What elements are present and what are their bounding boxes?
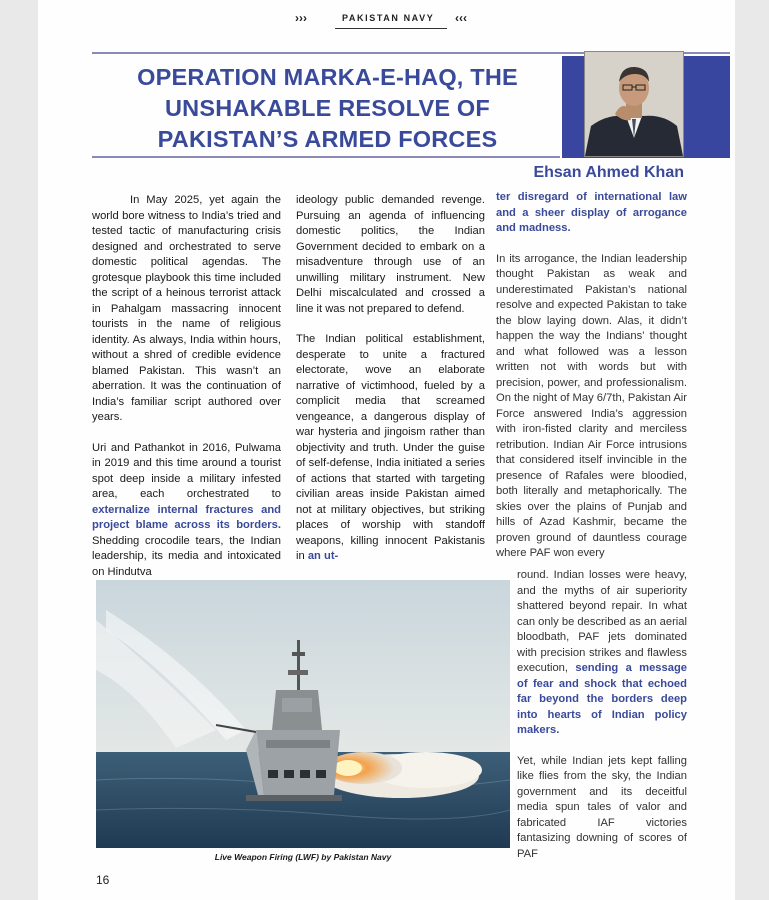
- header-arrows-right: ‹‹‹: [455, 11, 467, 25]
- title-line-3: PAKISTAN’S ARMED FORCES: [157, 126, 498, 152]
- author-name: Ehsan Ahmed Khan: [533, 164, 684, 181]
- col4-p1-highlight: sending a message of fear and shock that echoed far beyond the borders deep into hearts of Indian policy makers.: [517, 662, 688, 736]
- col4-paragraph-2: Yet, while Indian jets kept falling like flies from the sky, the Indian government and its deceitful media spun tales of valor and fabricated IAF victories fantasizing downing of scores of PAF: [517, 754, 687, 860]
- column-3: [496, 190, 687, 577]
- warship-missile-photo: [96, 580, 510, 848]
- column-1: [92, 193, 281, 595]
- article-title: [95, 62, 560, 155]
- portrait-graphic: [585, 52, 683, 156]
- author-portrait: [584, 51, 684, 157]
- col2-p2-highlight: an ut-: [307, 550, 339, 562]
- col4-p1-text: round. Indian losses were heavy, and the myths of air superiority shattered beyond repair. In what can only be described as an aerial bloodbath, PAF jets dominated with precision strikes and flawless execution,: [517, 569, 687, 674]
- title-line-2: UNSHAKABLE RESOLVE OF: [165, 95, 490, 121]
- col4-paragraph-1: [517, 568, 687, 739]
- col3-paragraph-1-highlight: ter disregard of international law and a sheer display of arrogance and madness.: [496, 191, 687, 234]
- col2-paragraph-2: [296, 332, 485, 565]
- title-line-1: OPERATION MARKA-E-HAQ, THE: [137, 64, 518, 90]
- page-number: 16: [96, 873, 110, 887]
- section-header: [295, 10, 485, 30]
- title-bottom-rule: [92, 156, 560, 158]
- col3-paragraph-2: In its arrogance, the Indian leadership thought Pakistan as weak and underestimated Pakistan’s national resolve and expected Pakistan to take the blow laying down. Alas, it didn’t happen the way the Indians’ thought and what followed was a lesson written not with words but with precision, power, and professionalism. On the night of May 6/7th, Pakistan Air Force answered India’s aggression with iron-fisted clarity and merciless retribution. Indian Air Force intrusions that considered itself invincible in the presence of Rafales were bloodied, both literally and metaphorically. The skies over the plains of Punjab and hills of Azad Kashmir, became the proven ground of dauntless courage where PAF won every: [496, 252, 687, 559]
- column-2: [296, 193, 485, 580]
- col1-paragraph-2: [92, 441, 281, 581]
- photo-caption: Live Weapon Firing (LWF) by Pakistan Navy: [214, 852, 392, 862]
- col1-p2-text-a: Uri and Pathankot in 2016, Pulwama in 2019 and this time around a tourist spot deep inside a military infested area, each orchestrated to: [92, 441, 281, 500]
- col2-paragraph-1: ideology public demanded revenge. Pursuing an agenda of influencing domestic politics, the Indian Government decided to embark on a misadventure through use of an unwilling military instrument. New Delhi miscalculated and crossed a line it was not prepared to defend.: [296, 194, 485, 315]
- col1-p2-highlight: externalize internal fractures and project blame across its borders.: [92, 503, 281, 531]
- col1-paragraph-1: In May 2025, yet again the world bore witness to India’s tried and tested tactic of manufacturing crisis designed and orchestrated to serve domestic political agendas. The grotesque playbook this time included the script of a heinous terrorist attack in Pahalgam massacring innocent tourists in the name of religious identity. As always, India within hours, without a shred of credible evidence blamed Pakistan. This wasn’t an aberration. It was the continuation of India’s familiar script authored over years.: [92, 194, 281, 423]
- header-arrows-left: ›››: [295, 11, 307, 25]
- header-underline: [335, 28, 447, 29]
- section-label: PAKISTAN NAVY: [342, 13, 435, 23]
- column-4: [517, 568, 687, 877]
- warship-illustration: [96, 580, 510, 848]
- col2-p2-text: The Indian political establishment, desperate to unite a fractured electorate, wove an elaborate narrative of victimhood, fueled by a complicit media that screamed vengeance, a dangerous display of war hysteria and jingoism rather than objectivity and truth. Under the guise of self-defense, India initiated a series of actions that started with targeting civilian areas inside Pakistan aimed not at military objectives, but striking places of worship with standoff weapons, killing innocent Pakistanis in: [296, 333, 485, 562]
- col1-p2-text-b: Shedding crocodile tears, the Indian leadership, its media and intoxicated on Hindutva: [92, 534, 281, 578]
